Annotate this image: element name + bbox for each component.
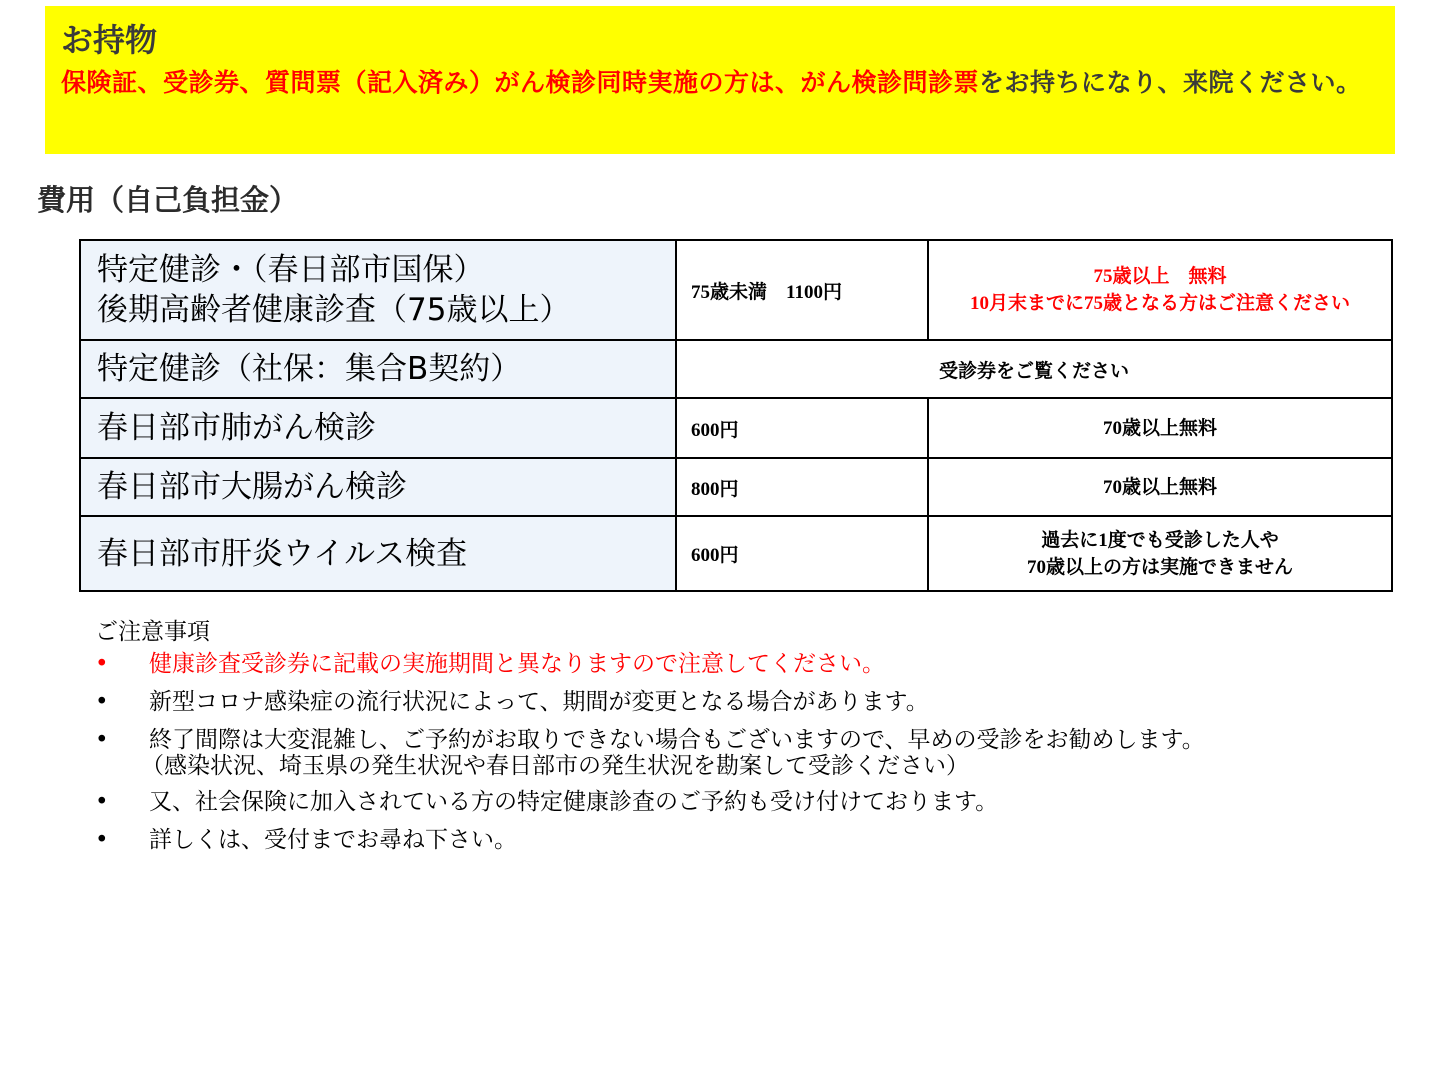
list-item — [95, 788, 1395, 816]
note-text: 新型コロナ感染症の流行状況によって、期間が変更となる場合があります。 — [149, 689, 929, 715]
note-line: 70歳以上の方は実施できません — [1026, 556, 1293, 578]
notes-list — [95, 650, 1395, 854]
note-line: 10月末までに75歳となる方はご注意ください — [969, 293, 1350, 314]
note-cell — [928, 240, 1392, 340]
note-text: 詳しくは、受付までお尋ね下さい。 — [149, 827, 517, 853]
belongings-instruction: をお持ちになり、来院ください。 — [979, 68, 1362, 97]
belongings-title: お持物 — [61, 21, 158, 59]
note-line: 75歳以上 無料 — [1093, 266, 1227, 287]
fees-heading: 費用（自己負担金） — [37, 183, 299, 217]
note-cell: 受診券をご覧ください — [676, 340, 1392, 398]
belongings-text — [61, 64, 1379, 102]
exam-name-line: 特定健診・（春日部市国保） — [97, 252, 485, 288]
bullet-icon: • — [95, 827, 109, 853]
exam-name-cell: 特定健診（社保：集合B契約） — [80, 340, 676, 398]
list-item — [95, 650, 1395, 678]
bullet-icon: • — [95, 727, 109, 753]
price-cell: 600円 — [676, 516, 928, 591]
belongings-banner — [45, 6, 1395, 154]
note-cell — [928, 516, 1392, 591]
note-text: 健康診査受診券に記載の実施期間と異なりますので注意してください。 — [149, 651, 885, 677]
exam-name-line: 後期高齢者健康診査（75歳以上） — [97, 292, 571, 328]
notes-section — [95, 616, 1395, 864]
table-row — [80, 516, 1392, 591]
exam-name-cell: 春日部市肝炎ウイルス検査 — [80, 516, 676, 591]
belongings-required-items: 保険証、受診券、質問票（記入済み）がん検診同時実施の方は、がん検診問診票 — [61, 68, 980, 97]
note-cell: 70歳以上無料 — [928, 458, 1392, 516]
note-subtext: （感染状況、埼玉県の発生状況や春日部市の発生状況を勘案して受診ください） — [141, 753, 969, 779]
notes-heading: ご注意事項 — [95, 619, 210, 645]
note-cell: 70歳以上無料 — [928, 398, 1392, 458]
note-text: 又、社会保険に加入されている方の特定健康診査のご予約も受け付けております。 — [149, 789, 999, 815]
list-item — [95, 826, 1395, 854]
exam-name-cell — [80, 240, 676, 340]
table-row — [80, 340, 1392, 398]
bullet-icon: • — [95, 789, 109, 815]
price-cell: 800円 — [676, 458, 928, 516]
note-text: 終了間際は大変混雑し、ご予約がお取りできない場合もございますので、早めの受診をお勧めします。 — [149, 727, 1205, 753]
price-cell: 600円 — [676, 398, 928, 458]
exam-name-cell: 春日部市大腸がん検診 — [80, 458, 676, 516]
fee-table — [79, 239, 1393, 592]
note-line: 過去に1度でも受診した人や — [1041, 529, 1279, 551]
table-row — [80, 240, 1392, 340]
price-cell: 75歳未満 1100円 — [676, 240, 928, 340]
list-item — [95, 726, 1395, 778]
table-row — [80, 398, 1392, 458]
table-row — [80, 458, 1392, 516]
bullet-icon: • — [95, 689, 109, 715]
exam-name-cell: 春日部市肺がん検診 — [80, 398, 676, 458]
bullet-icon: • — [95, 651, 109, 677]
list-item — [95, 688, 1395, 716]
